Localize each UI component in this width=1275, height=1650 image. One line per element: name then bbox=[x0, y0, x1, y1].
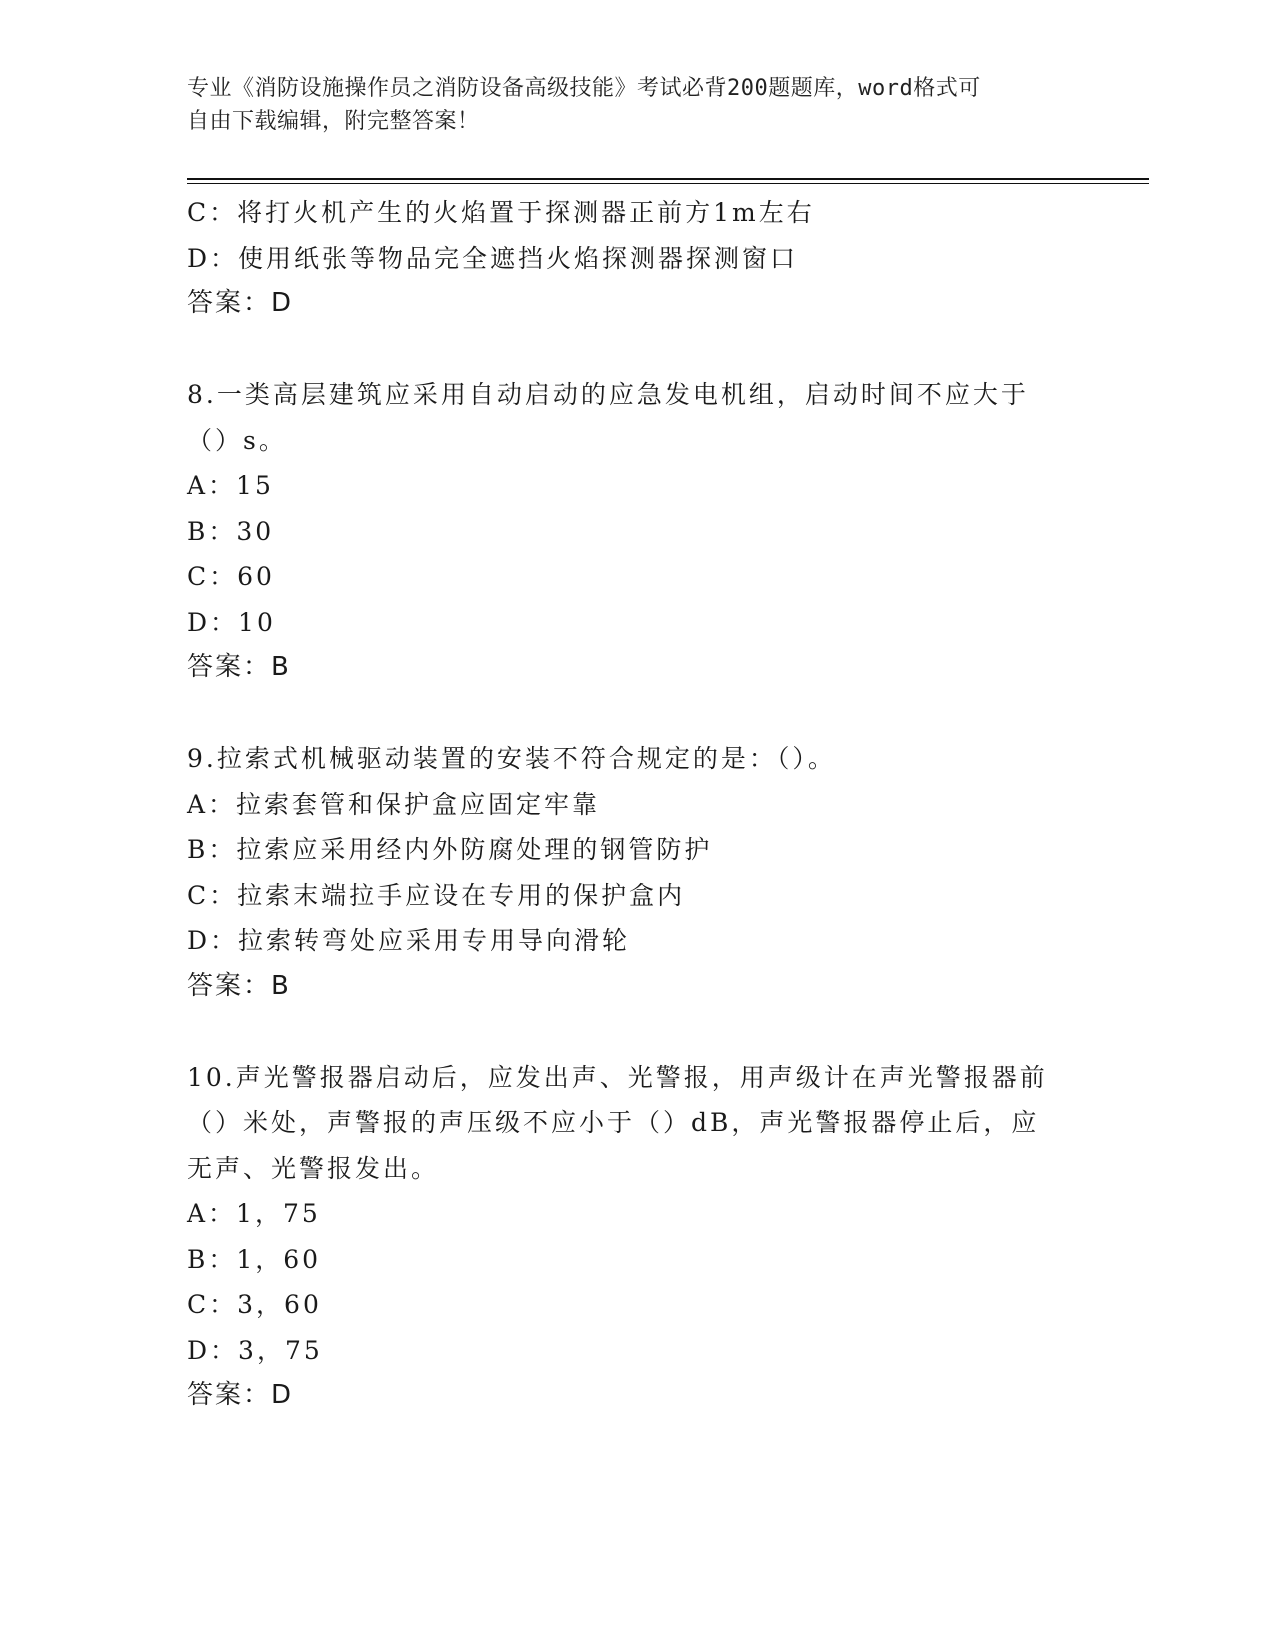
question-7-continuation bbox=[187, 190, 1087, 327]
spacer bbox=[187, 691, 1087, 737]
option-c: C：60 bbox=[187, 562, 275, 591]
option-a: A：15 bbox=[187, 471, 274, 500]
option-b: B：30 bbox=[187, 516, 275, 546]
spacer bbox=[187, 327, 1087, 373]
option-b: B：1，60 bbox=[187, 1244, 322, 1274]
option-a: A：拉索套管和保护盒应固定牢靠 bbox=[187, 789, 601, 819]
question-text-line: （）米处，声警报的声压级不应小于（）dB，声光警报器停止后，应 bbox=[187, 1108, 1040, 1137]
header-rule-thick bbox=[187, 178, 1149, 180]
answer-line: 答案：D bbox=[187, 288, 294, 318]
question-text-line: （）s。 bbox=[187, 425, 287, 455]
document-header bbox=[187, 72, 1087, 138]
option-a: A：1，75 bbox=[187, 1199, 321, 1228]
question-9 bbox=[187, 736, 1087, 1009]
option-c: C：3，60 bbox=[187, 1290, 322, 1319]
question-text-line: 10.声光警报器启动后，应发出声、光警报，用声级计在声光警报器前 bbox=[187, 1062, 1048, 1092]
question-text-line: 8.一类高层建筑应采用自动启动的应急发电机组，启动时间不应大于 bbox=[187, 380, 1029, 409]
question-text-line: 9.拉索式机械驱动装置的安装不符合规定的是：（）。 bbox=[187, 744, 836, 773]
option-d: D：拉索转弯处应采用专用导向滑轮 bbox=[187, 926, 631, 955]
answer-line: 答案：D bbox=[187, 1380, 294, 1410]
option-d: D：使用纸张等物品完全遮挡火焰探测器探测窗口 bbox=[187, 243, 799, 273]
header-line-1: 专业《消防设施操作员之消防设备高级技能》考试必背200题题库，word格式可 bbox=[187, 76, 981, 101]
header-line-2: 自由下载编辑，附完整答案！ bbox=[187, 109, 480, 134]
option-d: D：3，75 bbox=[187, 1335, 323, 1365]
spacer bbox=[187, 1009, 1087, 1055]
option-c: C：拉索末端拉手应设在专用的保护盒内 bbox=[187, 880, 686, 910]
question-text-line: 无声、光警报发出。 bbox=[187, 1153, 440, 1183]
answer-line: 答案：B bbox=[187, 970, 291, 1001]
header-rule-thin bbox=[187, 183, 1149, 184]
option-d: D：10 bbox=[187, 607, 276, 637]
question-8 bbox=[187, 372, 1087, 691]
option-c: C：将打火机产生的火焰置于探测器正前方1m左右 bbox=[187, 198, 815, 227]
question-10 bbox=[187, 1055, 1087, 1419]
answer-line: 答案：B bbox=[187, 652, 291, 682]
question-content bbox=[187, 190, 1087, 1419]
option-b: B：拉索应采用经内外防腐处理的钢管防护 bbox=[187, 835, 713, 864]
